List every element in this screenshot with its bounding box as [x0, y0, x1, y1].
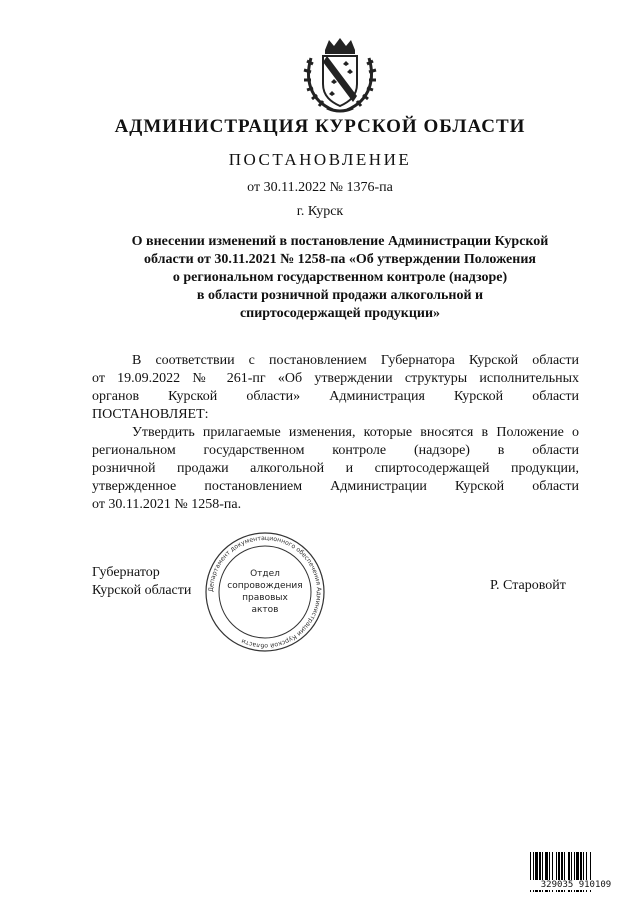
body-line: В соответствии с постановлением Губернатора Курской области: [132, 353, 579, 368]
subject-line: области от 30.11.2021 № 1258-па «Об утверждении Положения: [144, 252, 536, 267]
signatory-name: Р. Старовойт: [490, 578, 566, 593]
department-stamp: [200, 532, 330, 652]
signatory-position: [92, 564, 191, 600]
stamp-line: актов: [251, 605, 279, 615]
body-line: утвержденное постановлением Администрации Курской области: [92, 479, 579, 494]
signatory-position-line: Губернатор: [92, 565, 160, 580]
signatory-position-line: Курской области: [92, 583, 192, 598]
subject-line: О внесении изменений в постановление Администрации Курской: [131, 234, 549, 249]
document-type: ПОСТАНОВЛЕНИЕ: [228, 150, 412, 169]
kursk-coat-of-arms-icon: [303, 38, 377, 114]
stamp-ring-text: Департамент документационного обеспечения Администрации Курской области: [207, 534, 323, 650]
body-line: ПОСТАНОВЛЯЕТ:: [92, 407, 209, 422]
stamp-line: Отдел: [250, 569, 280, 579]
document-city: г. Курск: [296, 204, 344, 219]
stamp-line: правовых: [242, 593, 288, 603]
body-line: региональном государственном контроле (надзоре) в области: [92, 443, 579, 458]
body-line: розничной продажи алкогольной и спиртосодержащей продукции,: [92, 461, 579, 476]
body-line: органов Курской области» Администрация Курской области: [92, 389, 579, 404]
organization-title: АДМИНИСТРАЦИЯ КУРСКОЙ ОБЛАСТИ: [114, 116, 526, 137]
document-number: от 30.11.2022 № 1376-па: [247, 180, 393, 195]
body-line: от 19.09.2022 № 261-пг «Об утверждении структуры исполнительных: [92, 371, 579, 386]
stamp-line: сопровождения: [227, 581, 303, 591]
subject-line: спиртосодержащей продукции»: [239, 306, 441, 321]
body-line: от 30.11.2021 № 1258-па.: [92, 497, 242, 512]
subject-line: о региональном государственном контроле (надзоре): [172, 270, 508, 285]
body-line: Утвердить прилагаемые изменения, которые вносятся в Положение о: [132, 425, 579, 440]
body-paragraph-1: [92, 352, 579, 424]
document-subject: [90, 233, 590, 323]
subject-line: в области розничной продажи алкогольной и: [196, 288, 484, 303]
body-paragraph-2: [92, 424, 579, 514]
barcode-number: 329035 910109: [530, 880, 622, 890]
